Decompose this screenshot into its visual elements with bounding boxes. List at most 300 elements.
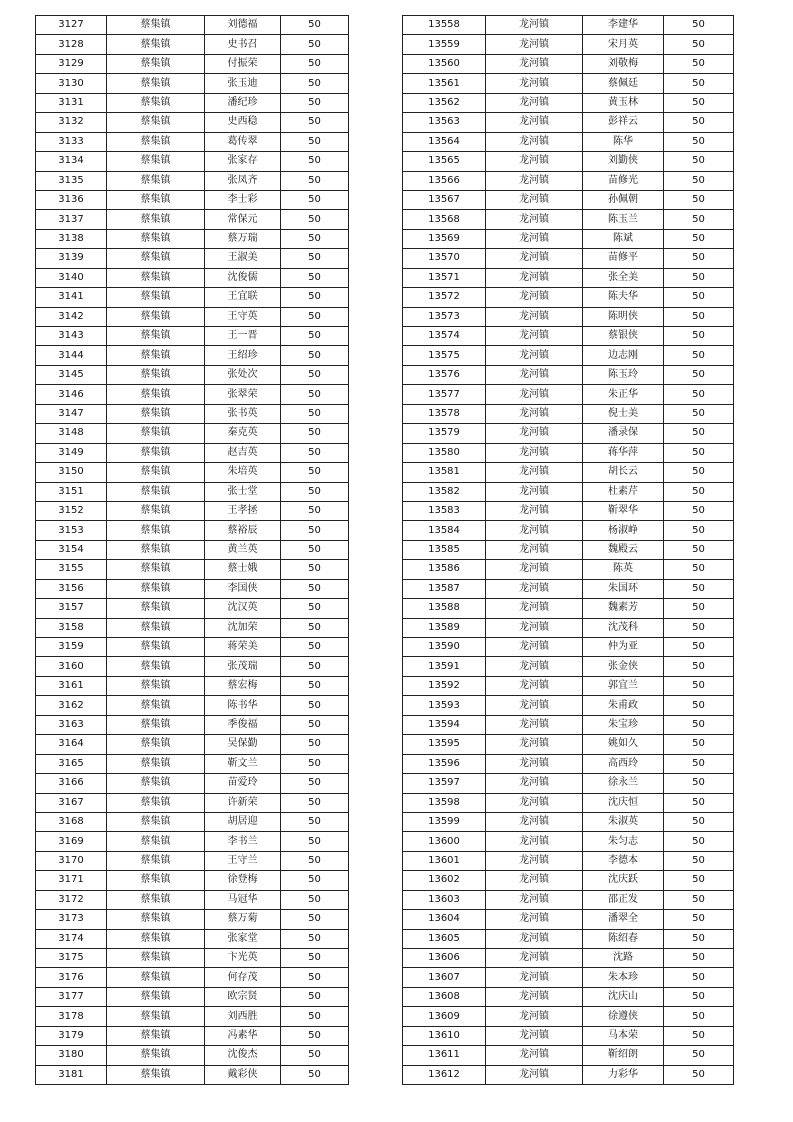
town-cell: 蔡集镇 bbox=[107, 774, 205, 793]
name-cell: 吴保勤 bbox=[205, 735, 281, 754]
name-cell: 朱甫政 bbox=[583, 696, 664, 715]
name-cell: 陈英 bbox=[583, 560, 664, 579]
town-cell: 蔡集镇 bbox=[107, 501, 205, 520]
town-cell: 龙河镇 bbox=[486, 132, 583, 151]
amount-cell: 50 bbox=[281, 93, 349, 112]
row-id-cell: 13598 bbox=[403, 793, 486, 812]
row-id-cell: 13603 bbox=[403, 890, 486, 909]
town-cell: 龙河镇 bbox=[486, 657, 583, 676]
amount-cell: 50 bbox=[281, 987, 349, 1006]
table-row bbox=[403, 851, 734, 870]
town-cell: 龙河镇 bbox=[486, 735, 583, 754]
name-cell: 张金侠 bbox=[583, 657, 664, 676]
town-cell: 蔡集镇 bbox=[107, 443, 205, 462]
amount-cell: 50 bbox=[281, 190, 349, 209]
row-id-cell: 13560 bbox=[403, 54, 486, 73]
name-cell: 徐永兰 bbox=[583, 774, 664, 793]
name-cell: 沈俊杰 bbox=[205, 1046, 281, 1065]
amount-cell: 50 bbox=[281, 735, 349, 754]
name-cell: 陈夫华 bbox=[583, 288, 664, 307]
town-cell: 蔡集镇 bbox=[107, 987, 205, 1006]
name-cell: 胡居迎 bbox=[205, 812, 281, 831]
town-cell: 龙河镇 bbox=[486, 949, 583, 968]
town-cell: 蔡集镇 bbox=[107, 657, 205, 676]
name-cell: 张家存 bbox=[205, 152, 281, 171]
town-cell: 蔡集镇 bbox=[107, 715, 205, 734]
table-row bbox=[36, 735, 349, 754]
row-id-cell: 3147 bbox=[36, 404, 107, 423]
amount-cell: 50 bbox=[281, 288, 349, 307]
town-cell: 蔡集镇 bbox=[107, 307, 205, 326]
row-id-cell: 3148 bbox=[36, 424, 107, 443]
amount-cell: 50 bbox=[281, 327, 349, 346]
row-id-cell: 3150 bbox=[36, 463, 107, 482]
name-cell: 李书兰 bbox=[205, 832, 281, 851]
row-id-cell: 13585 bbox=[403, 540, 486, 559]
amount-cell: 50 bbox=[281, 929, 349, 948]
town-cell: 龙河镇 bbox=[486, 832, 583, 851]
town-cell: 蔡集镇 bbox=[107, 463, 205, 482]
row-id-cell: 13569 bbox=[403, 229, 486, 248]
table-row bbox=[36, 288, 349, 307]
town-cell: 龙河镇 bbox=[486, 249, 583, 268]
town-cell: 蔡集镇 bbox=[107, 599, 205, 618]
table-row bbox=[36, 74, 349, 93]
row-id-cell: 3161 bbox=[36, 676, 107, 695]
row-id-cell: 3127 bbox=[36, 16, 107, 35]
town-cell: 龙河镇 bbox=[486, 346, 583, 365]
amount-cell: 50 bbox=[281, 968, 349, 987]
town-cell: 蔡集镇 bbox=[107, 152, 205, 171]
table-row bbox=[403, 521, 734, 540]
row-id-cell: 3133 bbox=[36, 132, 107, 151]
amount-cell: 50 bbox=[664, 910, 734, 929]
row-id-cell: 13588 bbox=[403, 599, 486, 618]
table-row bbox=[36, 443, 349, 462]
row-id-cell: 3128 bbox=[36, 35, 107, 54]
name-cell: 秦克英 bbox=[205, 424, 281, 443]
amount-cell: 50 bbox=[281, 560, 349, 579]
name-cell: 潘录保 bbox=[583, 424, 664, 443]
name-cell: 邵正发 bbox=[583, 890, 664, 909]
row-id-cell: 3160 bbox=[36, 657, 107, 676]
amount-cell: 50 bbox=[664, 443, 734, 462]
name-cell: 王孝拯 bbox=[205, 501, 281, 520]
amount-cell: 50 bbox=[664, 949, 734, 968]
town-cell: 蔡集镇 bbox=[107, 910, 205, 929]
table-row bbox=[36, 910, 349, 929]
name-cell: 张士堂 bbox=[205, 482, 281, 501]
name-cell: 陈书华 bbox=[205, 696, 281, 715]
town-cell: 龙河镇 bbox=[486, 1026, 583, 1045]
row-id-cell: 13581 bbox=[403, 463, 486, 482]
town-cell: 蔡集镇 bbox=[107, 638, 205, 657]
amount-cell: 50 bbox=[281, 113, 349, 132]
name-cell: 潘纪珍 bbox=[205, 93, 281, 112]
town-cell: 蔡集镇 bbox=[107, 365, 205, 384]
row-id-cell: 13610 bbox=[403, 1026, 486, 1045]
row-id-cell: 13570 bbox=[403, 249, 486, 268]
town-cell: 蔡集镇 bbox=[107, 16, 205, 35]
row-id-cell: 3164 bbox=[36, 735, 107, 754]
name-cell: 陈玉兰 bbox=[583, 210, 664, 229]
amount-cell: 50 bbox=[664, 16, 734, 35]
table-row bbox=[403, 890, 734, 909]
table-row bbox=[403, 754, 734, 773]
amount-cell: 50 bbox=[281, 599, 349, 618]
name-cell: 孙佩朝 bbox=[583, 190, 664, 209]
row-id-cell: 3149 bbox=[36, 443, 107, 462]
amount-cell: 50 bbox=[281, 657, 349, 676]
amount-cell: 50 bbox=[281, 812, 349, 831]
row-id-cell: 3135 bbox=[36, 171, 107, 190]
row-id-cell: 3141 bbox=[36, 288, 107, 307]
amount-cell: 50 bbox=[664, 35, 734, 54]
row-id-cell: 13604 bbox=[403, 910, 486, 929]
table-row bbox=[403, 1026, 734, 1045]
amount-cell: 50 bbox=[664, 229, 734, 248]
town-cell: 蔡集镇 bbox=[107, 113, 205, 132]
amount-cell: 50 bbox=[664, 404, 734, 423]
amount-cell: 50 bbox=[281, 676, 349, 695]
row-id-cell: 13597 bbox=[403, 774, 486, 793]
row-id-cell: 3176 bbox=[36, 968, 107, 987]
table-row bbox=[403, 132, 734, 151]
row-id-cell: 3171 bbox=[36, 871, 107, 890]
amount-cell: 50 bbox=[664, 210, 734, 229]
name-cell: 季俊福 bbox=[205, 715, 281, 734]
row-id-cell: 3177 bbox=[36, 987, 107, 1006]
amount-cell: 50 bbox=[664, 599, 734, 618]
name-cell: 王守兰 bbox=[205, 851, 281, 870]
table-row bbox=[36, 404, 349, 423]
table-row bbox=[36, 929, 349, 948]
table-row bbox=[36, 1007, 349, 1026]
row-id-cell: 13608 bbox=[403, 987, 486, 1006]
town-cell: 蔡集镇 bbox=[107, 482, 205, 501]
amount-cell: 50 bbox=[281, 424, 349, 443]
town-cell: 蔡集镇 bbox=[107, 35, 205, 54]
name-cell: 倪士美 bbox=[583, 404, 664, 423]
town-cell: 蔡集镇 bbox=[107, 560, 205, 579]
table-row bbox=[403, 793, 734, 812]
amount-cell: 50 bbox=[664, 1065, 734, 1084]
row-id-cell: 13563 bbox=[403, 113, 486, 132]
name-cell: 欧宗贤 bbox=[205, 987, 281, 1006]
table-row bbox=[36, 812, 349, 831]
amount-cell: 50 bbox=[664, 657, 734, 676]
table-row bbox=[36, 171, 349, 190]
name-cell: 刘敬梅 bbox=[583, 54, 664, 73]
row-id-cell: 13586 bbox=[403, 560, 486, 579]
table-row bbox=[36, 540, 349, 559]
table-row bbox=[36, 365, 349, 384]
town-cell: 龙河镇 bbox=[486, 307, 583, 326]
right-roster-body bbox=[403, 16, 734, 1085]
town-cell: 蔡集镇 bbox=[107, 968, 205, 987]
table-row bbox=[36, 560, 349, 579]
name-cell: 张茂瑞 bbox=[205, 657, 281, 676]
name-cell: 沈庆恒 bbox=[583, 793, 664, 812]
left-roster-body bbox=[36, 16, 349, 1085]
row-id-cell: 13564 bbox=[403, 132, 486, 151]
amount-cell: 50 bbox=[281, 851, 349, 870]
table-row bbox=[403, 987, 734, 1006]
amount-cell: 50 bbox=[664, 93, 734, 112]
row-id-cell: 3172 bbox=[36, 890, 107, 909]
table-row bbox=[36, 949, 349, 968]
amount-cell: 50 bbox=[664, 268, 734, 287]
amount-cell: 50 bbox=[664, 793, 734, 812]
row-id-cell: 13593 bbox=[403, 696, 486, 715]
town-cell: 龙河镇 bbox=[486, 851, 583, 870]
row-id-cell: 3168 bbox=[36, 812, 107, 831]
amount-cell: 50 bbox=[664, 521, 734, 540]
table-row bbox=[36, 54, 349, 73]
table-row bbox=[403, 385, 734, 404]
name-cell: 蔡裕辰 bbox=[205, 521, 281, 540]
town-cell: 龙河镇 bbox=[486, 715, 583, 734]
row-id-cell: 3130 bbox=[36, 74, 107, 93]
amount-cell: 50 bbox=[664, 735, 734, 754]
amount-cell: 50 bbox=[664, 1007, 734, 1026]
row-id-cell: 13602 bbox=[403, 871, 486, 890]
table-row bbox=[403, 482, 734, 501]
amount-cell: 50 bbox=[281, 501, 349, 520]
name-cell: 张全美 bbox=[583, 268, 664, 287]
table-row bbox=[403, 113, 734, 132]
amount-cell: 50 bbox=[664, 618, 734, 637]
amount-cell: 50 bbox=[664, 54, 734, 73]
town-cell: 龙河镇 bbox=[486, 696, 583, 715]
table-row bbox=[403, 540, 734, 559]
table-row bbox=[36, 229, 349, 248]
amount-cell: 50 bbox=[281, 365, 349, 384]
name-cell: 彭祥云 bbox=[583, 113, 664, 132]
amount-cell: 50 bbox=[664, 327, 734, 346]
name-cell: 沈路 bbox=[583, 949, 664, 968]
table-row bbox=[36, 715, 349, 734]
amount-cell: 50 bbox=[664, 696, 734, 715]
table-row bbox=[36, 35, 349, 54]
amount-cell: 50 bbox=[664, 1046, 734, 1065]
town-cell: 蔡集镇 bbox=[107, 327, 205, 346]
town-cell: 龙河镇 bbox=[486, 676, 583, 695]
row-id-cell: 3162 bbox=[36, 696, 107, 715]
town-cell: 蔡集镇 bbox=[107, 210, 205, 229]
name-cell: 宋月英 bbox=[583, 35, 664, 54]
name-cell: 王淑美 bbox=[205, 249, 281, 268]
name-cell: 蔡士娥 bbox=[205, 560, 281, 579]
town-cell: 蔡集镇 bbox=[107, 832, 205, 851]
amount-cell: 50 bbox=[281, 696, 349, 715]
amount-cell: 50 bbox=[664, 346, 734, 365]
name-cell: 朱培英 bbox=[205, 463, 281, 482]
name-cell: 李德本 bbox=[583, 851, 664, 870]
row-id-cell: 13612 bbox=[403, 1065, 486, 1084]
table-row bbox=[36, 482, 349, 501]
amount-cell: 50 bbox=[281, 268, 349, 287]
row-id-cell: 3181 bbox=[36, 1065, 107, 1084]
row-id-cell: 3151 bbox=[36, 482, 107, 501]
table-row bbox=[36, 599, 349, 618]
town-cell: 龙河镇 bbox=[486, 1046, 583, 1065]
table-row bbox=[36, 132, 349, 151]
table-row bbox=[403, 365, 734, 384]
amount-cell: 50 bbox=[281, 443, 349, 462]
row-id-cell: 13600 bbox=[403, 832, 486, 851]
town-cell: 龙河镇 bbox=[486, 424, 583, 443]
amount-cell: 50 bbox=[281, 1065, 349, 1084]
town-cell: 蔡集镇 bbox=[107, 74, 205, 93]
town-cell: 龙河镇 bbox=[486, 521, 583, 540]
town-cell: 龙河镇 bbox=[486, 754, 583, 773]
amount-cell: 50 bbox=[664, 113, 734, 132]
amount-cell: 50 bbox=[664, 171, 734, 190]
name-cell: 蔡佩廷 bbox=[583, 74, 664, 93]
row-id-cell: 3174 bbox=[36, 929, 107, 948]
table-row bbox=[36, 618, 349, 637]
amount-cell: 50 bbox=[281, 54, 349, 73]
row-id-cell: 3134 bbox=[36, 152, 107, 171]
name-cell: 戴彩侠 bbox=[205, 1065, 281, 1084]
table-row bbox=[36, 1046, 349, 1065]
town-cell: 龙河镇 bbox=[486, 774, 583, 793]
row-id-cell: 13562 bbox=[403, 93, 486, 112]
amount-cell: 50 bbox=[281, 949, 349, 968]
table-row bbox=[403, 190, 734, 209]
table-row bbox=[403, 152, 734, 171]
town-cell: 龙河镇 bbox=[486, 268, 583, 287]
town-cell: 龙河镇 bbox=[486, 1007, 583, 1026]
table-row bbox=[403, 599, 734, 618]
table-row bbox=[403, 1046, 734, 1065]
town-cell: 龙河镇 bbox=[486, 152, 583, 171]
town-cell: 龙河镇 bbox=[486, 910, 583, 929]
town-cell: 蔡集镇 bbox=[107, 424, 205, 443]
amount-cell: 50 bbox=[281, 385, 349, 404]
town-cell: 龙河镇 bbox=[486, 385, 583, 404]
row-id-cell: 13589 bbox=[403, 618, 486, 637]
amount-cell: 50 bbox=[664, 288, 734, 307]
row-id-cell: 3152 bbox=[36, 501, 107, 520]
table-row bbox=[403, 1007, 734, 1026]
amount-cell: 50 bbox=[281, 132, 349, 151]
town-cell: 龙河镇 bbox=[486, 871, 583, 890]
table-row bbox=[36, 210, 349, 229]
amount-cell: 50 bbox=[664, 812, 734, 831]
row-id-cell: 3163 bbox=[36, 715, 107, 734]
row-id-cell: 13559 bbox=[403, 35, 486, 54]
row-id-cell: 3144 bbox=[36, 346, 107, 365]
amount-cell: 50 bbox=[281, 210, 349, 229]
table-row bbox=[36, 1026, 349, 1045]
row-id-cell: 3178 bbox=[36, 1007, 107, 1026]
row-id-cell: 13578 bbox=[403, 404, 486, 423]
amount-cell: 50 bbox=[664, 579, 734, 598]
town-cell: 蔡集镇 bbox=[107, 346, 205, 365]
amount-cell: 50 bbox=[664, 968, 734, 987]
left-roster-table bbox=[35, 15, 349, 1085]
name-cell: 姚如久 bbox=[583, 735, 664, 754]
name-cell: 刘勤侠 bbox=[583, 152, 664, 171]
row-id-cell: 13605 bbox=[403, 929, 486, 948]
town-cell: 龙河镇 bbox=[486, 482, 583, 501]
row-id-cell: 3173 bbox=[36, 910, 107, 929]
row-id-cell: 13595 bbox=[403, 735, 486, 754]
town-cell: 龙河镇 bbox=[486, 638, 583, 657]
name-cell: 陈玉玲 bbox=[583, 365, 664, 384]
town-cell: 蔡集镇 bbox=[107, 929, 205, 948]
name-cell: 魏素芳 bbox=[583, 599, 664, 618]
table-row bbox=[403, 424, 734, 443]
table-row bbox=[36, 696, 349, 715]
row-id-cell: 3131 bbox=[36, 93, 107, 112]
town-cell: 蔡集镇 bbox=[107, 54, 205, 73]
table-row bbox=[403, 832, 734, 851]
table-row bbox=[36, 579, 349, 598]
row-id-cell: 13599 bbox=[403, 812, 486, 831]
table-row bbox=[403, 404, 734, 423]
table-row bbox=[403, 929, 734, 948]
row-id-cell: 3156 bbox=[36, 579, 107, 598]
row-id-cell: 3166 bbox=[36, 774, 107, 793]
row-id-cell: 13590 bbox=[403, 638, 486, 657]
name-cell: 胡长云 bbox=[583, 463, 664, 482]
town-cell: 蔡集镇 bbox=[107, 521, 205, 540]
amount-cell: 50 bbox=[281, 307, 349, 326]
table-row bbox=[403, 579, 734, 598]
table-row bbox=[403, 307, 734, 326]
town-cell: 蔡集镇 bbox=[107, 735, 205, 754]
table-row bbox=[36, 113, 349, 132]
amount-cell: 50 bbox=[281, 229, 349, 248]
town-cell: 龙河镇 bbox=[486, 618, 583, 637]
name-cell: 蔡宏梅 bbox=[205, 676, 281, 695]
town-cell: 龙河镇 bbox=[486, 929, 583, 948]
town-cell: 龙河镇 bbox=[486, 288, 583, 307]
amount-cell: 50 bbox=[281, 579, 349, 598]
amount-cell: 50 bbox=[281, 774, 349, 793]
row-id-cell: 3167 bbox=[36, 793, 107, 812]
town-cell: 蔡集镇 bbox=[107, 676, 205, 695]
row-id-cell: 13568 bbox=[403, 210, 486, 229]
table-row bbox=[36, 754, 349, 773]
table-row bbox=[403, 735, 734, 754]
town-cell: 龙河镇 bbox=[486, 812, 583, 831]
town-cell: 龙河镇 bbox=[486, 54, 583, 73]
row-id-cell: 13607 bbox=[403, 968, 486, 987]
row-id-cell: 13566 bbox=[403, 171, 486, 190]
name-cell: 苗修光 bbox=[583, 171, 664, 190]
table-row bbox=[403, 327, 734, 346]
name-cell: 高西玲 bbox=[583, 754, 664, 773]
name-cell: 靳翠华 bbox=[583, 501, 664, 520]
town-cell: 龙河镇 bbox=[486, 1065, 583, 1084]
amount-cell: 50 bbox=[281, 1007, 349, 1026]
amount-cell: 50 bbox=[281, 793, 349, 812]
amount-cell: 50 bbox=[664, 638, 734, 657]
table-row bbox=[403, 910, 734, 929]
name-cell: 李建华 bbox=[583, 16, 664, 35]
table-row bbox=[36, 987, 349, 1006]
name-cell: 何存茂 bbox=[205, 968, 281, 987]
row-id-cell: 13577 bbox=[403, 385, 486, 404]
table-row bbox=[403, 501, 734, 520]
town-cell: 龙河镇 bbox=[486, 113, 583, 132]
name-cell: 王绍珍 bbox=[205, 346, 281, 365]
amount-cell: 50 bbox=[281, 249, 349, 268]
